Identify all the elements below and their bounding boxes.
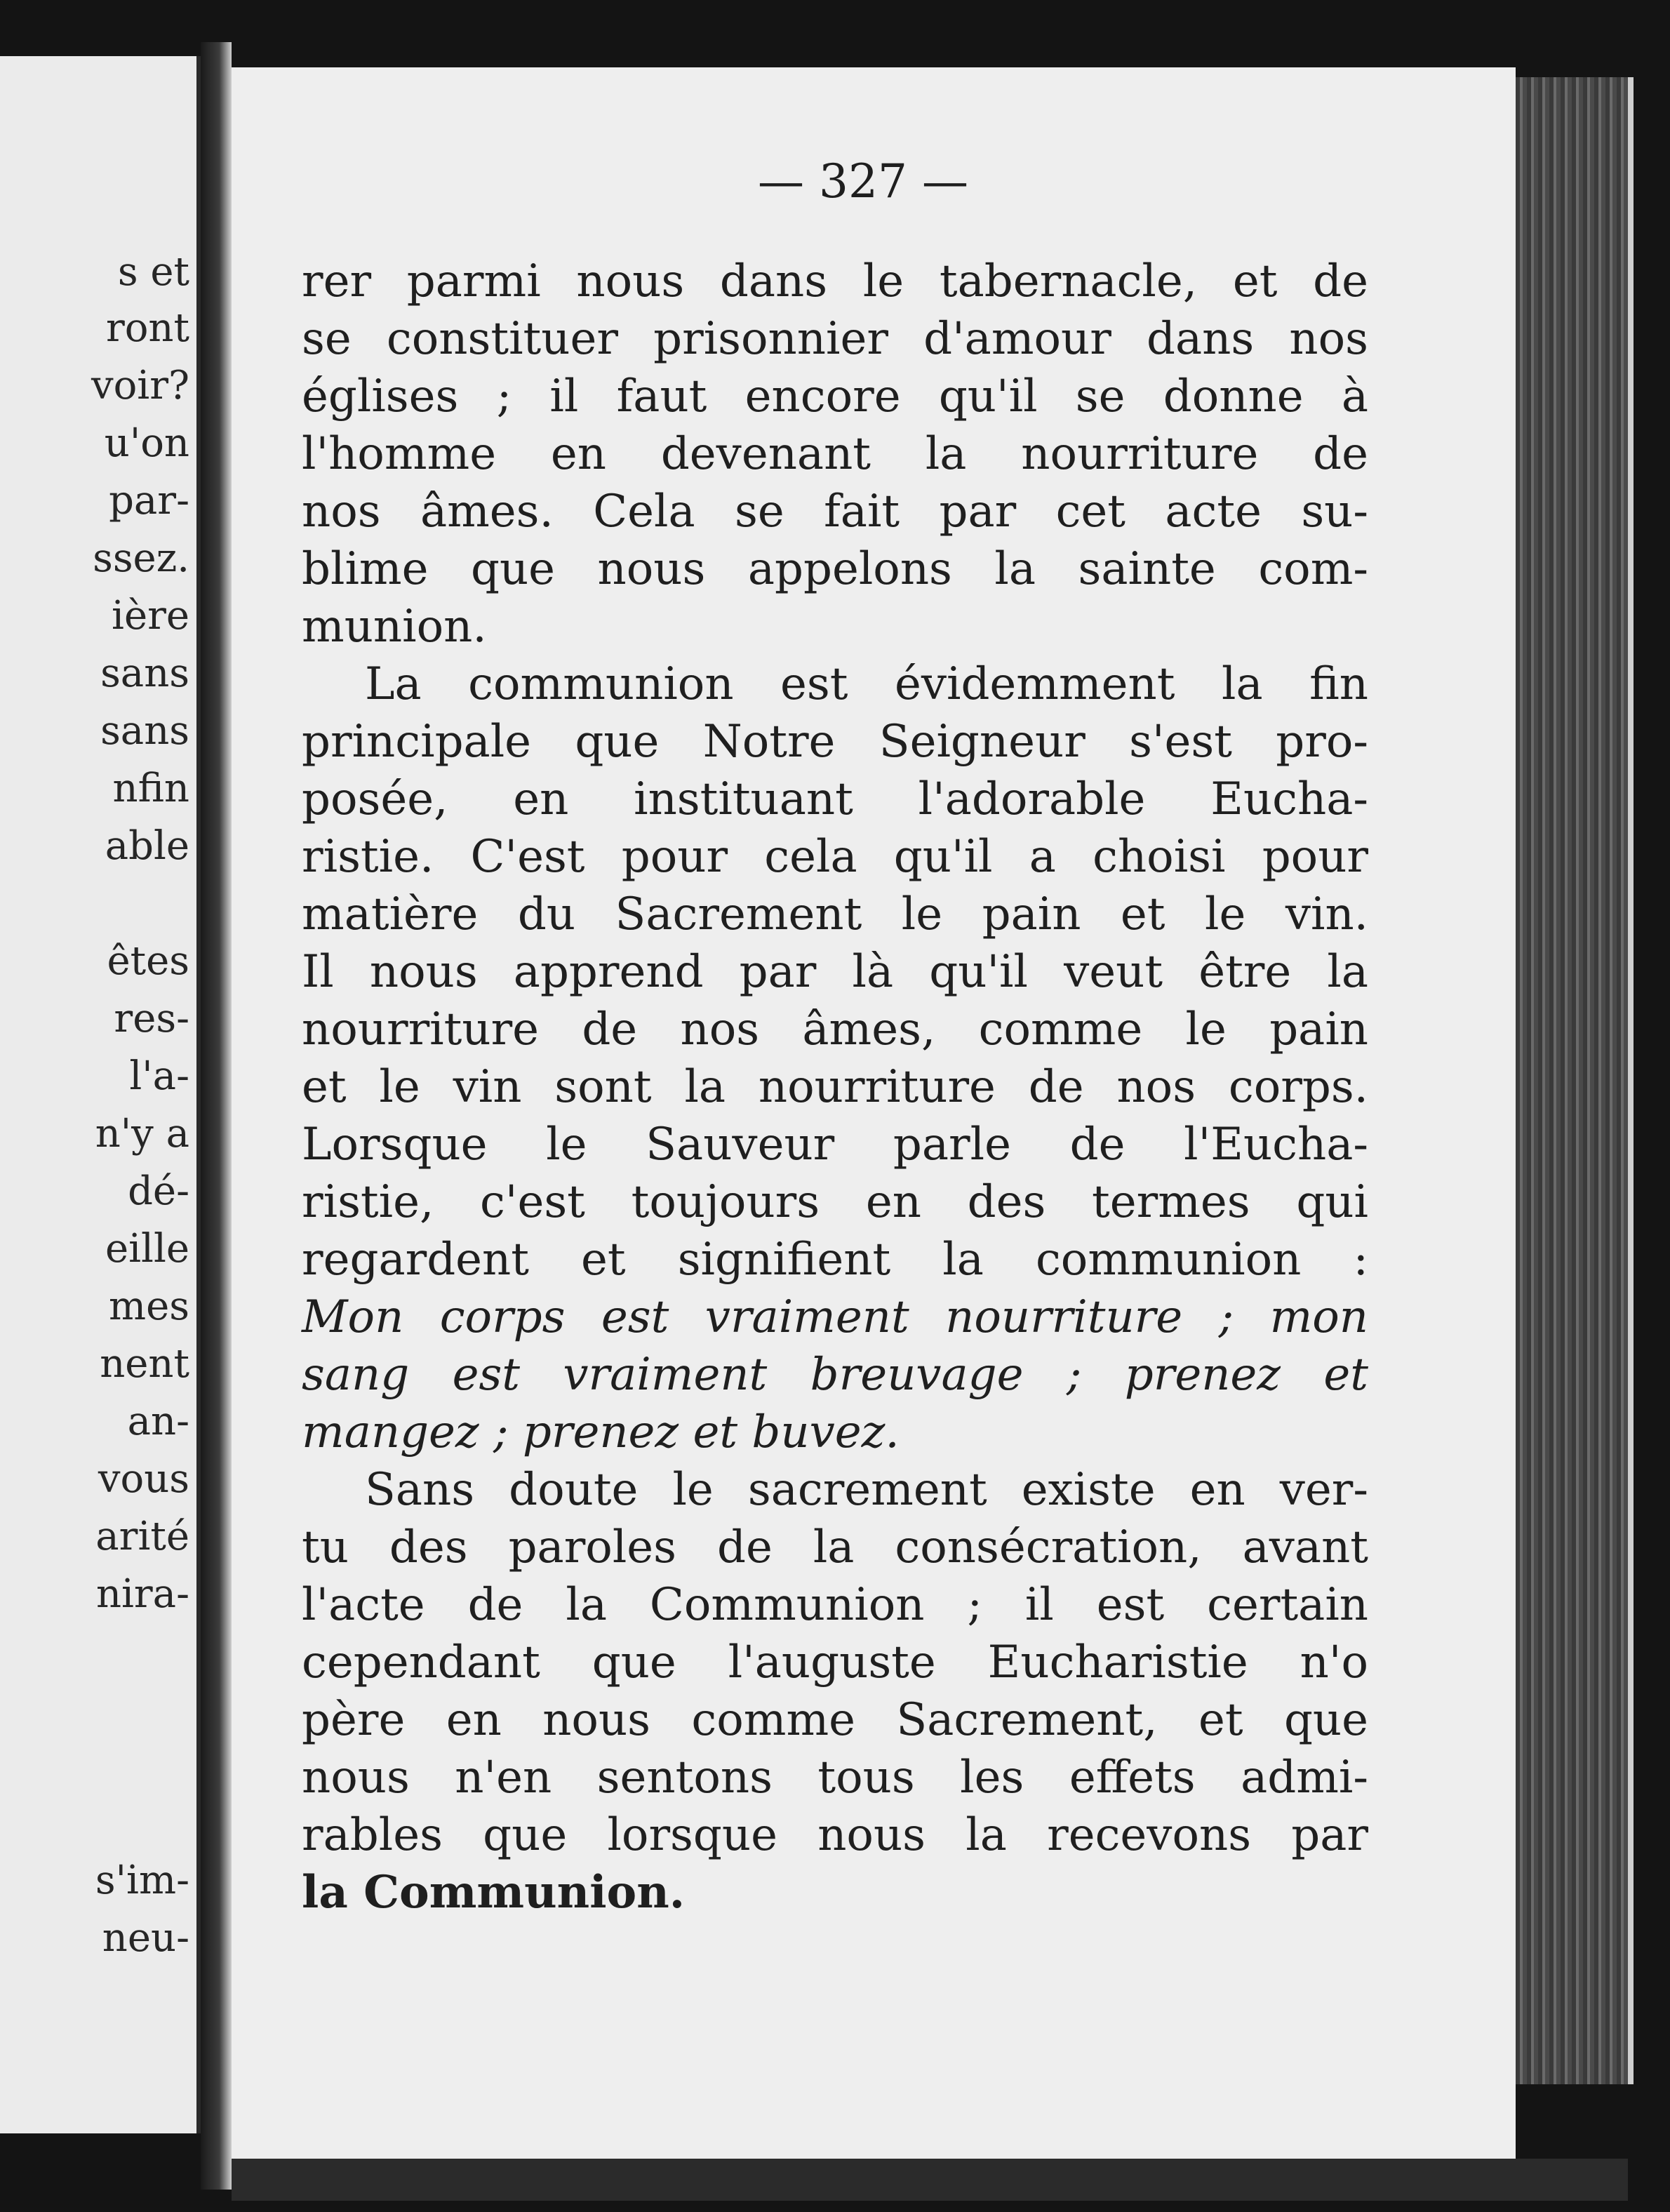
left-page-line: sans [100, 651, 189, 696]
left-page-line: ront [105, 305, 189, 351]
text-line: blime que nous appelons la sainte com- [302, 543, 1368, 595]
text-line: ristie. C'est pour cela qu'il a choisi pour [302, 831, 1368, 883]
text-line: se constituer prisonnier d'amour dans nos [302, 313, 1368, 365]
text-line: églises ; il faut encore qu'il se donne à [302, 371, 1368, 422]
text-line: nourriture de nos âmes, comme le pain [302, 1004, 1368, 1055]
left-page-line: s et [117, 249, 189, 295]
left-page-line: eille [105, 1226, 189, 1272]
left-page-line: vous [98, 1456, 189, 1502]
text-line-italic: sang est vraiment breuvage ; prenez et [302, 1349, 1368, 1401]
text-line: rer parmi nous dans le tabernacle, et de [302, 255, 1368, 307]
text-line: nous n'en sentons tous les effets admi- [302, 1752, 1368, 1804]
text-line: Lorsque le Sauveur parle de l'Eucha- [302, 1119, 1368, 1171]
left-page-line: arité [95, 1514, 189, 1559]
left-page-line: mes [109, 1284, 189, 1329]
left-page-line: an- [127, 1399, 189, 1444]
left-page-line: neu- [102, 1915, 189, 1961]
left-page-line: n'y a [95, 1111, 189, 1157]
text-line: posée, en instituant l'adorable Eucha- [302, 773, 1368, 825]
text-line: père en nous comme Sacrement, et que [302, 1694, 1368, 1746]
text-line: tu des paroles de la consécration, avant [302, 1521, 1368, 1573]
text-line: matière du Sacrement le pain et le vin. [302, 888, 1368, 940]
left-page-line: s'im- [95, 1858, 189, 1903]
left-page-line: ière [112, 593, 189, 639]
text-line: Sans doute le sacrement existe en ver- [365, 1464, 1368, 1516]
left-page-line: res- [114, 996, 189, 1041]
left-page-line: l'a- [129, 1053, 189, 1099]
left-page-line: nfin [112, 766, 189, 811]
body-text [302, 253, 1368, 1921]
left-page-line: voir? [91, 363, 189, 408]
text-line: la Communion. [302, 1866, 685, 1919]
left-page-line: dé- [128, 1168, 189, 1214]
text-line: regardent et signifient la communion : [302, 1234, 1368, 1286]
left-page-line: able [105, 823, 189, 869]
text-line: nos âmes. Cela se fait par cet acte su- [302, 486, 1368, 538]
left-page-line: êtes [107, 938, 189, 984]
book-gutter [201, 42, 232, 2190]
left-page-line: ssez. [93, 535, 189, 581]
left-page-line: par- [109, 478, 189, 524]
left-page-line: nent [100, 1341, 189, 1387]
text-line: ristie, c'est toujours en des termes qui [302, 1176, 1368, 1228]
text-line: La communion est évidemment la fin [365, 658, 1368, 710]
text-line: munion. [302, 601, 487, 653]
page-bottom-shadow [232, 2159, 1628, 2201]
text-line: rables que lorsque nous la recevons par [302, 1809, 1368, 1861]
text-line: l'homme en devenant la nourriture de [302, 428, 1368, 480]
text-line: et le vin sont la nourriture de nos corps. [302, 1061, 1368, 1113]
text-line: cependant que l'auguste Eucharistie n'o [302, 1637, 1368, 1688]
left-page-line: nira- [95, 1571, 189, 1617]
text-line: Il nous apprend par là qu'il veut être la [302, 946, 1368, 998]
text-line-italic: Mon corps est vraiment nourriture ; mon [302, 1291, 1368, 1343]
left-facing-page [0, 56, 201, 2133]
text-line: l'acte de la Communion ; il est certain [302, 1579, 1368, 1631]
text-line: principale que Notre Seigneur s'est pro- [302, 716, 1368, 768]
page-stack-edge [1516, 77, 1634, 2084]
left-page-line: u'on [104, 420, 189, 466]
text-line-italic: mangez ; prenez et buvez. [302, 1406, 900, 1458]
page-number: — 327 — [758, 154, 968, 208]
left-page-line: sans [100, 708, 189, 754]
